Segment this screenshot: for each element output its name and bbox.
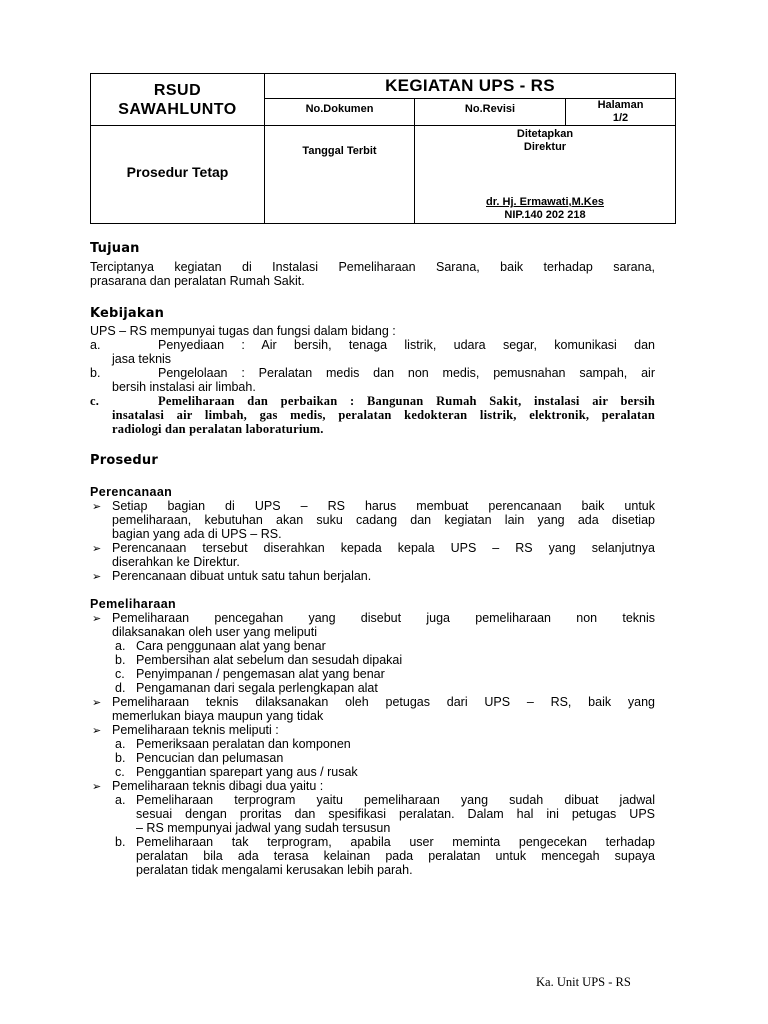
- ditetapkan-label: Ditetapkan: [516, 128, 574, 140]
- tanggal-terbit-cell: [265, 126, 415, 224]
- tujuan-line-1: Terciptanya kegiatan di Instalasi Pemeliharaan Sarana, baik terhadap sarana,: [90, 260, 655, 274]
- pemeliharaan-4-line-1: Pemeliharaan teknis dibagi dua yaitu :: [112, 779, 324, 793]
- bullet-arrow-icon: ➢: [92, 571, 102, 583]
- protap-cell: [91, 126, 265, 224]
- pemeliharaan-1-a: Cara penggunaan alat yang benar: [136, 639, 326, 653]
- pemeliharaan-4-b-line-1: Pemeliharaan tak terprogram, apabila user meminta pengecekan terhadap: [136, 835, 655, 849]
- kebijakan-a-line-1: Penyediaan : Air bersih, tenaga listrik, udara segar, komunikasi dan: [158, 338, 655, 352]
- pemeliharaan-3-c: Penggantian sparepart yang aus / rusak: [136, 765, 358, 779]
- org-cell: [91, 74, 265, 126]
- halaman-cell: [566, 99, 676, 126]
- signer-name: dr. Hj. Ermawati,M.Kes: [486, 196, 604, 208]
- no-dokumen-cell: [265, 99, 415, 126]
- pemeliharaan-2-line-1: Pemeliharaan teknis dilaksanakan oleh petugas dari UPS – RS, baik yang: [112, 695, 655, 709]
- bullet-arrow-icon: ➢: [92, 781, 102, 793]
- perencanaan-1-line-1: Setiap bagian di UPS – RS harus membuat perencanaan baik untuk: [112, 499, 655, 513]
- pemeliharaan-1-c: Penyimpanan / pengemasan alat yang benar: [136, 667, 385, 681]
- pemeliharaan-heading: Pemeliharaan: [90, 597, 177, 611]
- footer-text: Ka. Unit UPS - RS: [536, 975, 631, 989]
- org-line2: SAWAHLUNTO: [118, 100, 237, 118]
- kebijakan-b-label: b.: [90, 366, 101, 380]
- header-table: [90, 73, 676, 224]
- kebijakan-b-line-2: bersih instalasi air limbah.: [112, 380, 256, 394]
- pemeliharaan-1-b: Pembersihan alat sebelum dan sesudah dipakai: [136, 653, 403, 667]
- pemeliharaan-2-line-2: memerlukan biaya maupun yang tidak: [112, 709, 324, 723]
- list-label: c.: [115, 667, 125, 681]
- list-label: b.: [115, 751, 126, 765]
- pemeliharaan-1-d: Pengamanan dari segala perlengkapan alat: [136, 681, 378, 695]
- direktur-label: Direktur: [523, 141, 567, 153]
- perencanaan-2-line-1: Perencanaan tersebut diserahkan kepada kepala UPS – RS yang selanjutnya: [112, 541, 655, 555]
- ditetapkan-cell: [415, 126, 676, 224]
- list-label: b.: [115, 835, 126, 849]
- no-revisi-label: No.Revisi: [464, 103, 516, 115]
- kebijakan-c-label: c.: [90, 394, 100, 408]
- list-label: a.: [115, 737, 126, 751]
- bullet-arrow-icon: ➢: [92, 613, 102, 625]
- prosedur-heading: Prosedur: [90, 453, 158, 468]
- perencanaan-1-line-3: bagian yang ada di UPS – RS.: [112, 527, 282, 541]
- kebijakan-c-line-2: insatalasi air limbah, gas medis, peralatan kedokteran listrik, elektronik, peralatan: [112, 408, 655, 422]
- list-label: a.: [115, 639, 126, 653]
- list-label: d.: [115, 681, 126, 695]
- pemeliharaan-4-b-line-3: peralatan tidak mengalami kerusakan lebih parah.: [136, 863, 413, 877]
- bullet-arrow-icon: ➢: [92, 501, 102, 513]
- pemeliharaan-3-line-1: Pemeliharaan teknis meliputi :: [112, 723, 279, 737]
- pemeliharaan-1-line-2: dilaksanakan oleh user yang meliputi: [112, 625, 317, 639]
- halaman-value: 1/2: [612, 112, 629, 124]
- document-title: KEGIATAN UPS - RS: [385, 76, 555, 95]
- pemeliharaan-3-a: Pemeriksaan peralatan dan komponen: [136, 737, 351, 751]
- kebijakan-intro: UPS – RS mempunyai tugas dan fungsi dalam bidang :: [90, 324, 396, 338]
- no-revisi-cell: [415, 99, 566, 126]
- kebijakan-c-line-1: Pemeliharaan dan perbaikan : Bangunan Rumah Sakit, instalasi air bersih: [158, 394, 655, 408]
- kebijakan-b-line-1: Pengelolaan : Peralatan medis dan non medis, pemusnahan sampah, air: [158, 366, 655, 380]
- perencanaan-heading: Perencanaan: [90, 485, 173, 499]
- list-label: a.: [115, 793, 126, 807]
- bullet-arrow-icon: ➢: [92, 725, 102, 737]
- perencanaan-2-line-2: diserahkan ke Direktur.: [112, 555, 240, 569]
- tujuan-heading: Tujuan: [90, 241, 140, 256]
- pemeliharaan-4-a-line-2: sesuai dengan proritas dan spesifikasi peralatan. Dalam hal ini petugas UPS: [136, 807, 655, 821]
- bullet-arrow-icon: ➢: [92, 543, 102, 555]
- title-cell: [265, 74, 676, 99]
- no-dokumen-label: No.Dokumen: [305, 103, 374, 115]
- pemeliharaan-3-b: Pencucian dan pelumasan: [136, 751, 284, 765]
- kebijakan-heading: Kebijakan: [90, 306, 165, 321]
- org-line1: RSUD: [153, 81, 202, 99]
- list-label: b.: [115, 653, 126, 667]
- pemeliharaan-4-b-line-2: peralatan bila ada terasa kelainan pada peralatan untuk mencegah supaya: [136, 849, 655, 863]
- kebijakan-a-label: a.: [90, 338, 101, 352]
- perencanaan-3-line-1: Perencanaan dibuat untuk satu tahun berjalan.: [112, 569, 372, 583]
- kebijakan-c-line-3: radiologi dan peralatan laboraturium.: [112, 422, 324, 436]
- pemeliharaan-4-a-line-3: – RS mempunyai jadwal yang sudah tersusun: [136, 821, 391, 835]
- halaman-label: Halaman: [597, 99, 644, 111]
- tujuan-line-2: prasarana dan peralatan Rumah Sakit.: [90, 274, 305, 288]
- pemeliharaan-4-a-line-1: Pemeliharaan terprogram yaitu pemeliharaan yang sudah dibuat jadwal: [136, 793, 655, 807]
- signer-nip: NIP.140 202 218: [504, 209, 586, 221]
- tanggal-terbit-label: Tanggal Terbit: [302, 145, 377, 157]
- protap-label: Prosedur Tetap: [126, 164, 229, 180]
- kebijakan-a-line-2: jasa teknis: [112, 352, 172, 366]
- pemeliharaan-1-line-1: Pemeliharaan pencegahan yang disebut juga pemeliharaan non teknis: [112, 611, 655, 625]
- list-label: c.: [115, 765, 125, 779]
- perencanaan-1-line-2: pemeliharaan, kebutuhan akan suku cadang dan kegiatan lain yang ada disetiap: [112, 513, 655, 527]
- bullet-arrow-icon: ➢: [92, 697, 102, 709]
